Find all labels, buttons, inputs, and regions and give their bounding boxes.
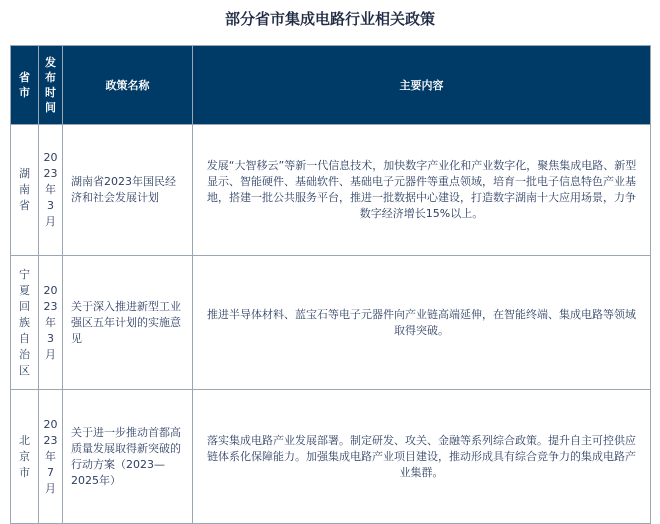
table-header-row (11, 46, 651, 125)
province-text: 北京市 (19, 433, 30, 479)
date-cell (39, 125, 63, 256)
table-row (11, 125, 651, 256)
header-province (11, 46, 39, 125)
date-cell (39, 256, 63, 390)
date-text: 2023年3月 (43, 283, 58, 361)
date-text: 2023年3月 (43, 151, 58, 228)
content-cell: 落实集成电路产业发展部署。制定研发、攻关、金融等系列综合政策。提升自主可控供应链体系化保障能力。加强集成电路产业项目建设，推动形成具有综合竞争力的集成电路产业集群。 (193, 390, 651, 524)
province-cell (11, 390, 39, 524)
policy-cell: 湖南省2023年国民经济和社会发展计划 (63, 125, 193, 256)
date-text: 2023年7月 (43, 417, 58, 495)
date-cell (39, 390, 63, 524)
policy-cell: 关于进一步推动首都高质量发展取得新突破的行动方案（2023—2025年） (63, 390, 193, 524)
province-cell (11, 125, 39, 256)
province-text: 宁夏回族自治区 (19, 267, 30, 377)
province-cell (11, 256, 39, 390)
content-cell: 发展“大智移云”等新一代信息技术，加快数字产业化和产业数字化，聚焦集成电路、新型显示、智能硬件、基础软件、基础电子元器件等重点领域，培育一批电子信息特色产业基地，搭建一批公共服务平台，推进一批数据中心建设，打造数字湖南十大应用场景，力争数字经济增长15%以上。 (193, 125, 651, 256)
policy-cell: 关于深入推进新型工业强区五年计划的实施意见 (63, 256, 193, 390)
header-date (39, 46, 63, 125)
table-row (11, 256, 651, 390)
policy-table (10, 45, 651, 524)
table-row (11, 390, 651, 524)
content-cell: 推进半导体材料、蓝宝石等电子元器件向产业链高端延伸，在智能终端、集成电路等领域取得突破。 (193, 256, 651, 390)
header-policy: 政策名称 (63, 46, 193, 125)
header-date-label: 发布时间 (45, 56, 56, 114)
page-title: 部分省市集成电路行业相关政策 (224, 10, 435, 28)
header-content: 主要内容 (193, 46, 651, 125)
header-province-label: 省市 (19, 71, 30, 99)
province-text: 湖南省 (19, 167, 30, 212)
